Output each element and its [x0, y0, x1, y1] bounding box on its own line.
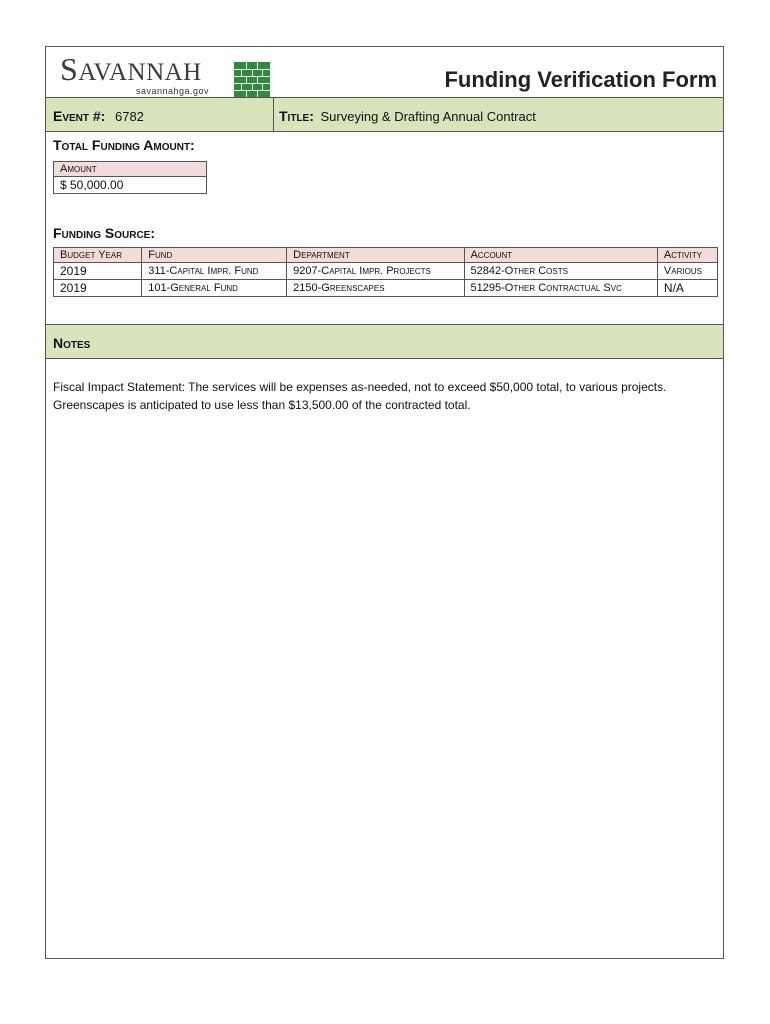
notes-band	[46, 324, 723, 359]
table-row: 2019 101-General Fund 2150-Greenscapes 51295-Other Contractual Svc N/A	[54, 280, 718, 297]
col-fund: Fund	[142, 248, 287, 263]
total-funding-label: Total Funding Amount:	[53, 137, 195, 153]
funding-source-label: Funding Source:	[53, 225, 155, 241]
table-row: 2019 311-Capital Impr. Fund 9207-Capital Impr. Projects 52842-Other Costs Various	[54, 263, 718, 280]
notes-line: Greenscapes is anticipated to use less than $13,500.00 of the contracted total.	[53, 398, 471, 412]
city-brick-icon	[234, 62, 270, 98]
event-number: Event #: 6782	[53, 108, 144, 124]
notes-text	[53, 378, 713, 414]
logo-wordmark: SAVANNAH	[60, 51, 202, 87]
col-account: Account	[464, 248, 657, 263]
logo-url: savannahga.gov	[136, 86, 210, 96]
amount-value: $ 50,000.00	[54, 177, 207, 194]
form-frame	[45, 46, 724, 959]
col-budget-year: Budget Year	[54, 248, 142, 263]
col-department: Department	[287, 248, 464, 263]
savannah-logo	[60, 51, 210, 96]
col-activity: Activity	[657, 248, 717, 263]
amount-header: Amount	[54, 162, 207, 177]
event-title-band	[46, 97, 723, 132]
table-header-row	[54, 248, 718, 263]
notes-label: Notes	[53, 335, 91, 351]
band-divider	[273, 98, 274, 131]
form-title: Funding Verification Form	[444, 67, 717, 92]
event-title: Title: Surveying & Drafting Annual Contract	[279, 108, 536, 124]
form-header	[46, 47, 723, 97]
notes-line: Fiscal Impact Statement: The services will be expenses as-needed, not to exceed $50,000 total, to various projects.	[53, 380, 667, 394]
amount-table	[53, 161, 207, 194]
funding-source-table	[53, 247, 718, 297]
